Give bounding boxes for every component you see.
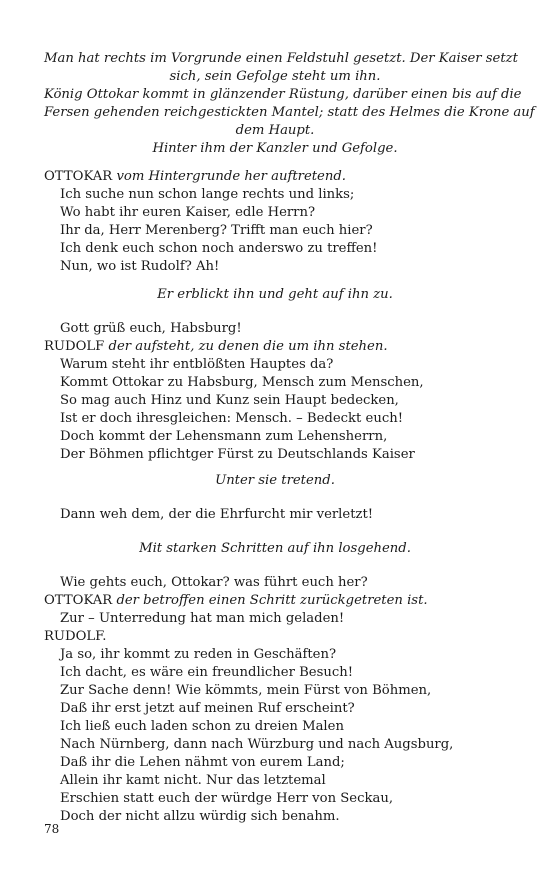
verse-line: Ist er doch ihresgleichen: Mensch. – Bedeckt euch! [60, 411, 404, 426]
verse-line: Wie gehts euch, Ottokar? was führt euch her? [60, 575, 368, 590]
verse-line: Ja so, ihr kommt zu reden in Geschäften? [60, 647, 337, 662]
stage-direction: Er erblickt ihn und geht auf ihn zu. [157, 287, 393, 302]
speaker-name: RUDOLF. [44, 629, 107, 644]
verse-line: Doch der nicht allzu würdig sich benahm. [60, 809, 340, 824]
page-number: 78 [44, 822, 60, 836]
text-line: Man hat rechts im Vorgrunde einen Feldstuhl gesetzt. Der Kaiser setzt [44, 51, 518, 66]
text-line: sich, sein Gefolge steht um ihn. [169, 69, 381, 84]
stage-direction: der aufsteht, zu denen die um ihn stehen. [108, 339, 388, 354]
verse-line: Ich dacht, es wäre ein freundlicher Besuch! [60, 665, 354, 680]
stage-direction: Unter sie tretend. [215, 473, 335, 488]
verse-line: Gott grüß euch, Habsburg! [60, 321, 242, 336]
verse-line: Daß ihr erst jetzt auf meinen Ruf erscheint? [60, 701, 355, 716]
verse-line: Zur – Unterredung hat man mich geladen! [60, 611, 345, 626]
text-line: Fersen gehenden reichgestickten Mantel; statt des Helmes die Krone auf [44, 105, 535, 120]
verse-line: Daß ihr die Lehen nähmt von eurem Land; [60, 755, 345, 770]
verse-line: Ihr da, Herr Merenberg? Trifft man euch hier? [60, 223, 373, 238]
speaker-name: OTTOKAR [44, 593, 113, 608]
verse-line: So mag auch Hinz und Kunz sein Haupt bedecken, [60, 393, 399, 408]
speech-rudolf-3 [44, 574, 506, 826]
verse-line: Zur Sache denn! Wie kömmts, mein Fürst von Böhmen, [60, 683, 432, 698]
speaker-line [44, 338, 506, 356]
speech-ottokar-1 [44, 168, 506, 276]
stage-direction: der betroffen einen Schritt zurückgetreten ist. [116, 593, 428, 608]
speaker-name: OTTOKAR [44, 169, 113, 184]
speaker-line [44, 168, 506, 186]
verse-line: Erschien statt euch der würdge Herr von Seckau, [60, 791, 394, 806]
verse-line: Ich denk euch schon noch anderswo zu treffen! [60, 241, 378, 256]
verse-line: Kommt Ottokar zu Habsburg, Mensch zum Menschen, [60, 375, 424, 390]
verse-line: Nach Nürnberg, dann nach Würzburg und nach Augsburg, [60, 737, 454, 752]
verse-line: Allein ihr kamt nicht. Nur das letztemal [60, 773, 326, 788]
verse-line: Nun, wo ist Rudolf? Ah! [60, 259, 220, 274]
verse-line: Warum steht ihr entblößten Hauptes da? [60, 357, 334, 372]
verse-line: Doch kommt der Lehensmann zum Lehensherrn, [60, 429, 388, 444]
verse-line: Wo habt ihr euren Kaiser, edle Herrn? [60, 205, 316, 220]
text-line: dem Haupt. [235, 123, 315, 138]
speaker-name: RUDOLF [44, 339, 105, 354]
speech-rudolf-2 [44, 506, 506, 524]
speech-rudolf-1 [44, 320, 506, 464]
stage-direction: Mit starken Schritten auf ihn losgehend. [139, 541, 411, 556]
text-line: Hinter ihm der Kanzler und Gefolge. [152, 141, 398, 156]
stage-direction: vom Hintergrunde her auftretend. [116, 169, 346, 184]
verse-line: Der Böhmen pflichtger Fürst zu Deutschlands Kaiser [60, 447, 415, 462]
text-line: König Ottokar kommt in glänzender Rüstung, darüber einen bis auf die [44, 87, 522, 102]
speaker-line [44, 592, 506, 610]
verse-line: Ich ließ euch laden schon zu dreien Malen [60, 719, 344, 734]
verse-line: Dann weh dem, der die Ehrfurcht mir verletzt! [60, 507, 374, 522]
stage-direction-intro [44, 50, 535, 158]
verse-line: Ich suche nun schon lange rechts und links; [60, 187, 355, 202]
